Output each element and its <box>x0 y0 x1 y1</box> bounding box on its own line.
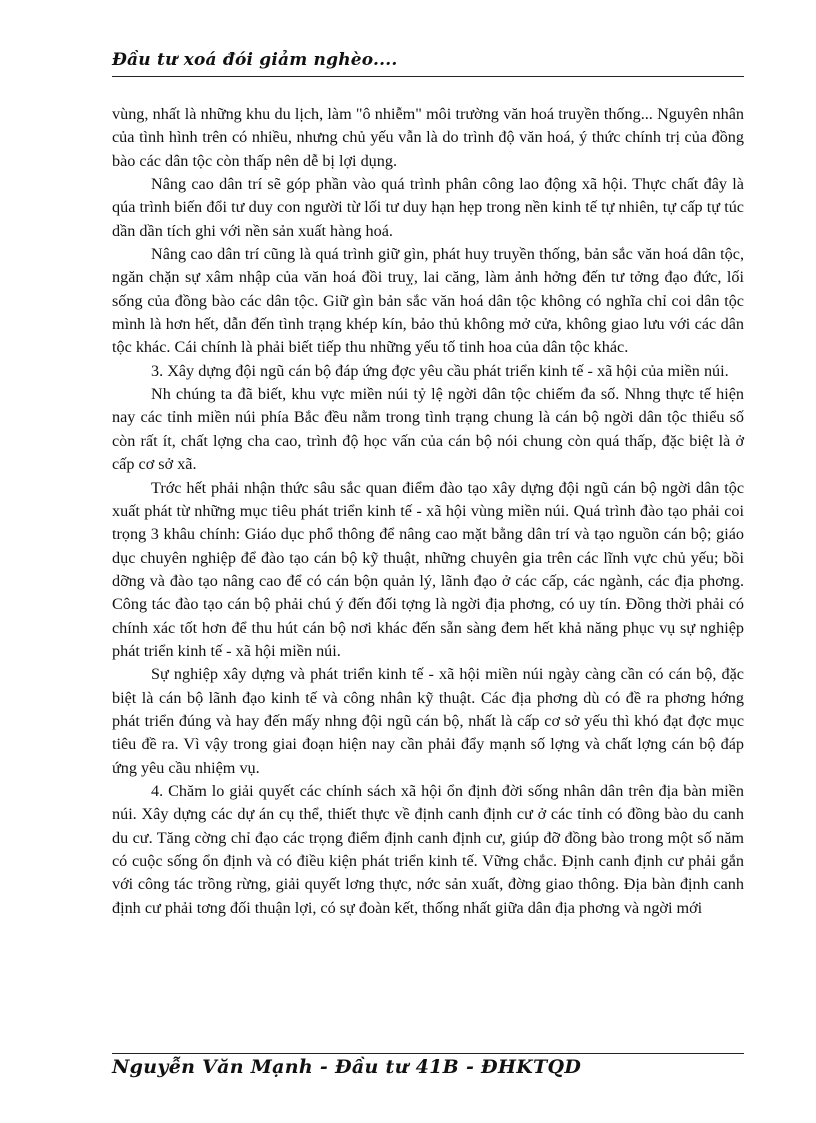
paragraph-continuation: vùng, nhất là những khu du lịch, làm "ô nhiễm" môi trường văn hoá truyền thống... Nguyên nhân của tình hình trên có nhiều, nhưng chủ yếu vẫn là do trình độ văn hoá, ý thức chính trị của đồng bào các dân tộc còn thấp nên dễ bị lợi dụng. <box>112 105 744 170</box>
paragraph-dan-tri-phan-cong: Nâng cao dân trí sẽ góp phần vào quá trình phân công lao động xã hội. Thực chất đây là qúa trình biến đổi tư duy con người từ lối tư duy hạn hẹp trong nền kinh tế tự nhiên, tự cấp tự túc dần dần tích ghi với nền sản xuất hàng hoá. <box>112 175 744 240</box>
paragraph-heading-3: 3. Xây dựng đội ngũ cán bộ đáp ứng đợc yêu cầu phát triển kinh tế - xã hội của miền núi. <box>151 361 729 380</box>
header-rule <box>112 76 744 77</box>
paragraph-dao-tao-can-bo: Trớc hết phải nhận thức sâu sắc quan điểm đào tạo xây dựng đội ngũ cán bộ ngời dân tộc xuất phát từ những mục tiêu phát triển kinh tế - xã hội vùng miền núi. Quá trình đào tạo phải coi trọng 3 khâu chính: Giáo dục phổ thông để nâng cao mặt bằng dân trí và tạo nguồn cán bộ; giáo dục chuyên nghiệp để đào tạo cán bộ kỹ thuật, những chuyên gia trên các lĩnh vực chủ yếu; bồi dỡng và đào tạo nâng cao để có cán bộn quản lý, lãnh đạo ở các cấp, các ngành, các địa phơng. Công tác đào tạo cán bộ phải chú ý đến đối tợng là ngời địa phơng, có uy tín. Đồng thời phải có chính xác tốt hơn để thu hút cán bộ nơi khác đến sẵn sàng đem hết khả năng phục vụ sự nghiệp phát triển kinh tế - xã hội miền núi. <box>112 478 744 660</box>
footer-rule <box>112 1053 744 1054</box>
body-text <box>112 103 744 920</box>
paragraph-su-nghiep: Sự nghiệp xây dựng và phát triển kinh tế - xã hội miền núi ngày càng cần có cán bộ, đặc biệt là cán bộ lãnh đạo kinh tế và công nhân kỹ thuật. Các địa phơng dù có đề ra phơng hớng phát triển đúng và hay đến mấy nhng đội ngũ cán bộ, nhất là cấp cơ sở yếu thì khó đạt đợc mục tiêu đề ra. Vì vậy trong giai đoạn hiện nay cần phải đẩy mạnh số lợng và chất lợng cán bộ đáp ứng yêu cầu nhiệm vụ. <box>112 665 744 777</box>
paragraph-ban-sac-van-hoa: Nâng cao dân trí cũng là quá trình giữ gìn, phát huy truyền thống, bản sắc văn hoá dân tộc, ngăn chặn sự xâm nhập của văn hoá đồi truỵ, lai căng, làm ảnh hởng đến tư tởng đạo đức, lối sống của đồng bào các dân tộc. Giữ gìn bản sắc văn hoá dân tộc không có nghĩa chỉ coi dân tộc mình là hơn hết, dẫn đến tình trạng khép kín, bảo thủ không mở cửa, không giao lưu với các dân tộc khác. Cái chính là phải biết tiếp thu những yếu tố tinh hoa của dân tộc khác. <box>112 245 744 357</box>
running-footer: Nguyễn Văn Mạnh - Đầu tư 41B - ĐHKTQD <box>112 1056 582 1078</box>
running-header: Đầu tư xoá đói giảm nghèo.... <box>112 50 398 70</box>
paragraph-heading-4: 4. Chăm lo giải quyết các chính sách xã hội ổn định đời sống nhân dân trên địa bàn miền núi. Xây dựng các dự án cụ thể, thiết thực về định canh định cư ở các tỉnh có đồng bào du canh du cư. Tăng cờng chỉ đạo các trọng điểm định canh định cư, giúp đỡ đồng bào trong một số năm có cuộc sống ổn định và có điều kiện phát triển kinh tế. Vững chắc. Định canh định cư phải gắn với công tác trồng rừng, giải quyết lơng thực, nớc sản xuất, đờng giao thông. Địa bàn định canh định cư phải tơng đối thuận lợi, có sự đoàn kết, thống nhất giữa dân địa phơng và ngời mới <box>112 781 744 917</box>
paragraph-can-bo-thuc-te: Nh chúng ta đã biết, khu vực miền núi tỷ lệ ngời dân tộc chiếm đa số. Nhng thực tế hiện nay các tỉnh miền núi phía Bắc đều nằm trong tình trạng chung là cán bộ ngời dân tộc thiểu số còn rất ít, chất lợng cha cao, trình độ học vấn của cán bộ nói chung còn quá thấp, đặc biệt là ở cấp cơ sở xã. <box>112 385 744 474</box>
